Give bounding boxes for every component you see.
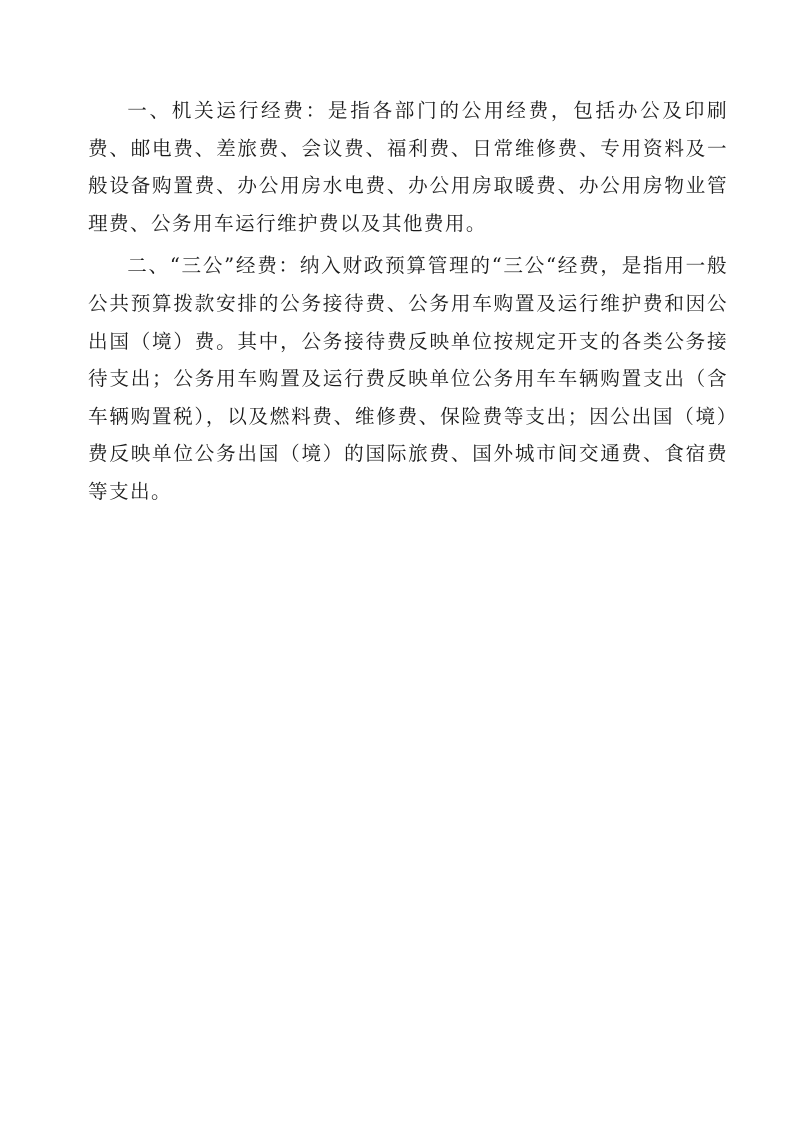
paragraph-three-public-expenses: 二、“三公”经费：纳入财政预算管理的“三公“经费，是指用一般公共预算拨款安排的公务接待费、公务用车购置及运行维护费和因公出国（境）费。其中，公务接待费反映单位按规定开支的各类公务接待支出；公务用车购置及运行费反映单位公务用车车辆购置支出（含车辆购置税），以及燃料费、维修费、保险费等支出；因公出国（境）费反映单位公务出国（境）的国际旅费、国外城市间交通费、食宿费等支出。: [88, 254, 728, 503]
document-body: [88, 92, 728, 516]
paragraph-operating-expenses: 一、机关运行经费：是指各部门的公用经费，包括办公及印刷费、邮电费、差旅费、会议费、福利费、日常维修费、专用资料及一般设备购置费、办公用房水电费、办公用房取暖费、办公用房物业管理费、公务用车运行维护费以及其他费用。: [88, 99, 728, 235]
